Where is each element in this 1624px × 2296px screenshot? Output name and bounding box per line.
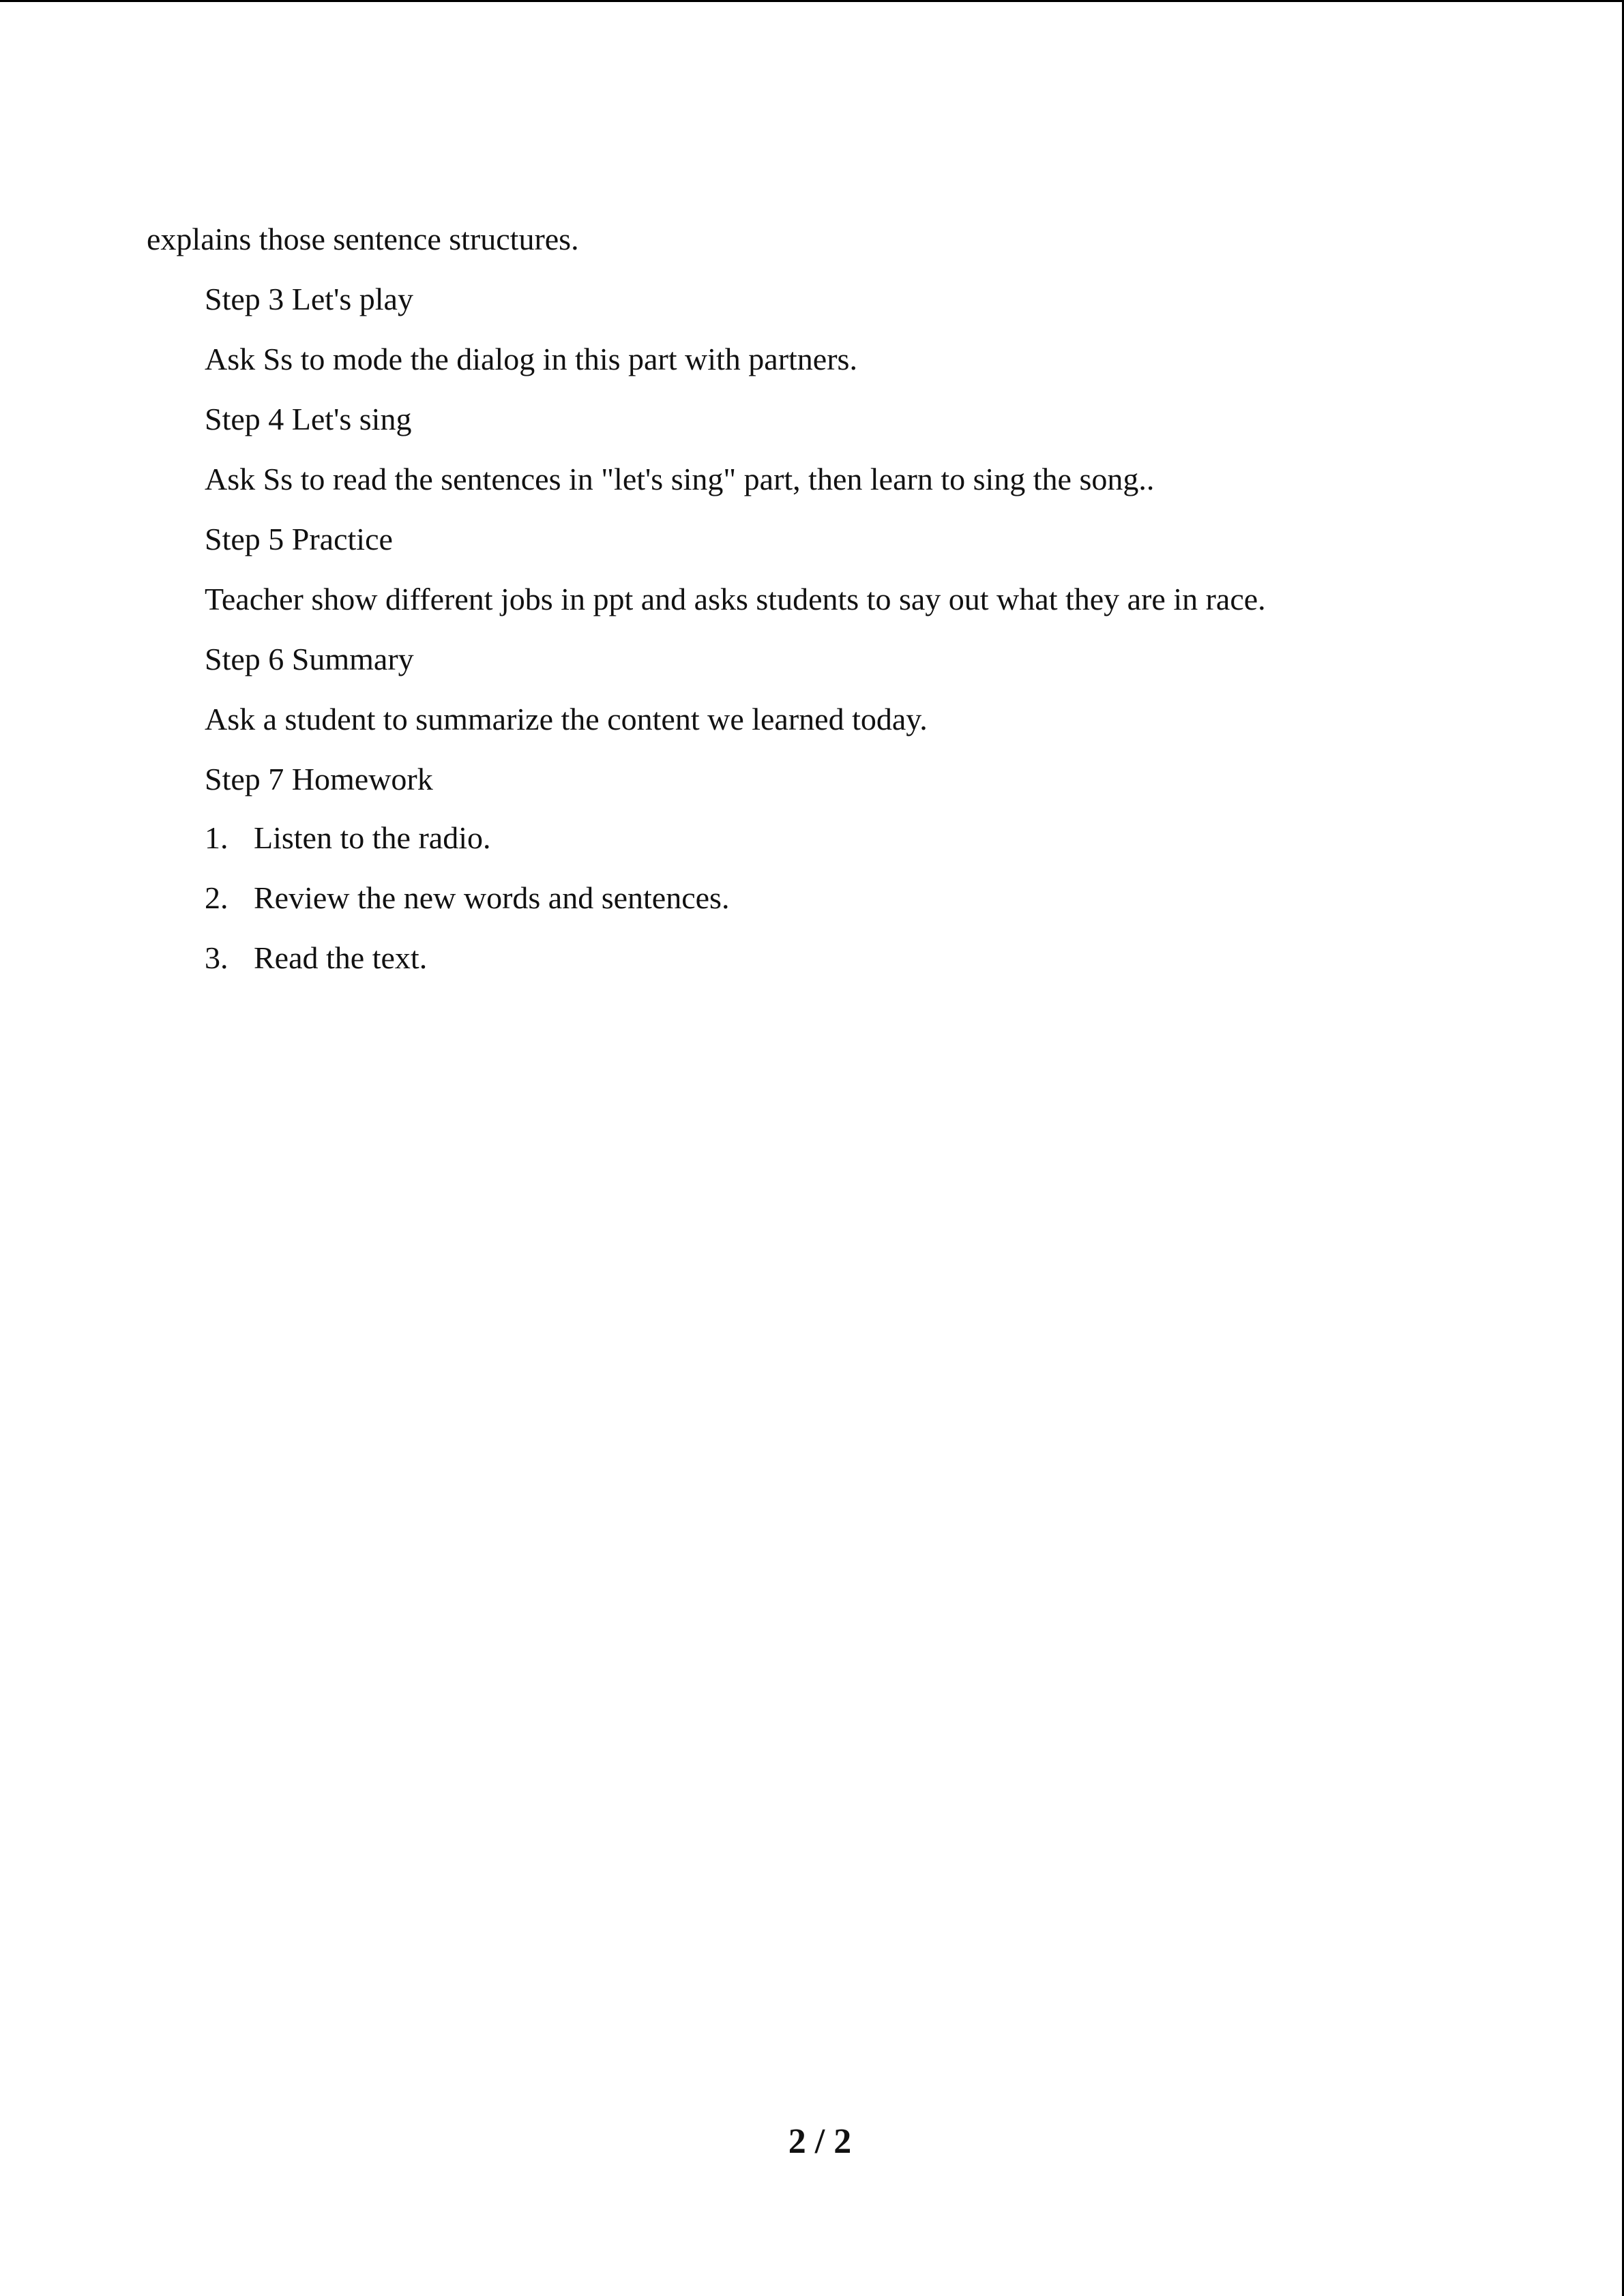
homework-item-text: Review the new words and sentences.	[254, 880, 730, 915]
step-7-heading: Step 7 Homework	[205, 762, 433, 796]
step-4-body: Ask Ss to read the sentences in "let's sing" part, then learn to sing the song..	[205, 462, 1155, 496]
step-3-body: Ask Ss to mode the dialog in this part with partners.	[205, 342, 857, 376]
page-number: 2 / 2	[788, 2122, 852, 2161]
homework-item-number: 2.	[205, 880, 228, 915]
homework-item-number: 1.	[205, 820, 228, 855]
step-4-heading: Step 4 Let's sing	[205, 402, 412, 436]
step-3-heading: Step 3 Let's play	[205, 282, 413, 316]
step-6-heading: Step 6 Summary	[205, 642, 414, 676]
step-5-heading: Step 5 Practice	[205, 522, 393, 556]
homework-item-number: 3.	[205, 940, 228, 975]
step-5-body: Teacher show different jobs in ppt and asks students to say out what they are in race.	[205, 582, 1266, 616]
homework-item	[205, 822, 490, 854]
homework-item	[205, 942, 427, 974]
homework-item-text: Read the text.	[254, 940, 428, 975]
homework-item	[205, 882, 729, 914]
continuation-text: explains those sentence structures.	[147, 222, 579, 256]
step-6-body: Ask a student to summarize the content we learned today.	[205, 702, 928, 736]
homework-item-text: Listen to the radio.	[254, 820, 491, 855]
